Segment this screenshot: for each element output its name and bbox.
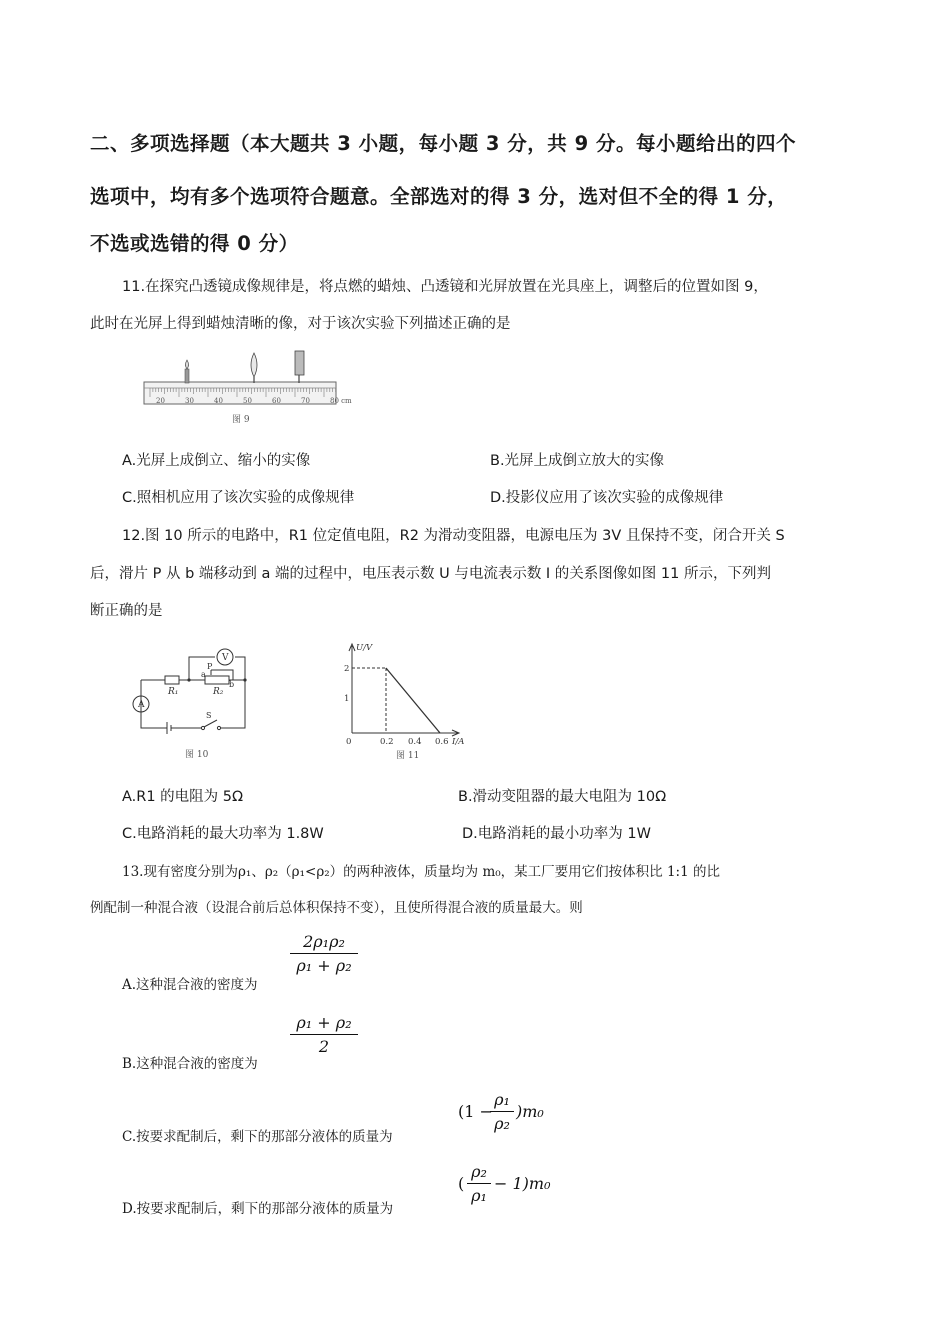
figure-11-graph: [340, 638, 480, 766]
formula-a-numerator: 2ρ₁ρ₂: [303, 932, 345, 951]
q12-option-b: B.滑动变阻器的最大电阻为 10Ω: [458, 789, 667, 805]
q12-stem-line2: 后，滑片 P 从 b 端移动到 a 端的过程中，电压表示数 U 与电流表示数 I 的关系图像如图 11 所示，下列判: [90, 566, 771, 582]
q13-option-c: C.按要求配制后，剩下的那部分液体的质量为: [122, 1129, 393, 1145]
x-tick-0.6: 0.6: [435, 737, 449, 747]
formula-d-suffix: − 1)m₀: [494, 1174, 551, 1193]
origin-label: 0: [346, 737, 352, 747]
ruler-tick-label: 20: [156, 397, 165, 405]
y-axis-label: U/V: [356, 643, 373, 653]
slider-p-label: P: [207, 662, 213, 671]
q11-option-a: A.光屏上成倒立、缩小的实像: [122, 453, 311, 469]
r1-label: R₁: [168, 687, 179, 697]
figure-9-caption: 图 9: [232, 415, 250, 425]
formula-d-fraction: [467, 1162, 491, 1205]
ruler-tick-label: 40: [214, 397, 223, 405]
y-tick-2: 2: [344, 664, 350, 674]
q12-stem-line1: 12.图 10 所示的电路中，R1 位定值电阻，R2 为滑动变阻器，电源电压为 3V 且保持不变，闭合开关 S: [122, 528, 785, 544]
formula-d: [458, 1162, 558, 1212]
q12-option-a: A.R1 的电阻为 5Ω: [122, 789, 244, 805]
formula-d-prefix: (: [458, 1174, 465, 1193]
formula-c-suffix: )m₀: [516, 1102, 544, 1121]
q13-option-a: A.这种混合液的密度为: [122, 977, 258, 993]
x-tick-0.4: 0.4: [408, 737, 422, 747]
ruler-tick-label: 50: [243, 397, 252, 405]
q12-option-c: C.电路消耗的最大功率为 1.8W: [122, 826, 324, 842]
formula-c-denominator: ρ₂: [494, 1114, 510, 1133]
q11-stem-line2: 此时在光屏上得到蜡烛清晰的像，对于该次实验下列描述正确的是: [90, 316, 511, 332]
q13-stem-line2: 例配制一种混合液（设混合前后总体积保持不变），且使所得混合液的质量最大。则: [90, 900, 583, 916]
formula-c-numerator: ρ₁: [494, 1090, 510, 1109]
formula-a-fraction: [290, 932, 358, 975]
q12-option-d: D.电路消耗的最小功率为 1W: [462, 826, 651, 842]
ruler-tick-label: 30: [185, 397, 194, 405]
formula-d-numerator: ρ₂: [471, 1162, 487, 1181]
ruler-tick-label: 80 cm: [330, 397, 352, 405]
q11-option-b: B.光屏上成倒立放大的实像: [490, 453, 665, 469]
q12-stem-line3: 断正确的是: [90, 603, 163, 619]
terminal-b-label: b: [229, 680, 235, 689]
formula-a-bar: [290, 953, 358, 954]
figure-9-optical-bench: [140, 345, 352, 430]
q11-option-c: C.照相机应用了该次实验的成像规律: [122, 490, 355, 506]
formula-d-bar: [467, 1183, 491, 1184]
ammeter-label: A: [138, 700, 145, 710]
q11-stem-line1: 11.在探究凸透镜成像规律是，将点燃的蜡烛、凸透镜和光屏放置在光具座上，调整后的位置如图 9，: [122, 279, 768, 295]
section-heading-line1: 二、多项选择题（本大题共 3 小题，每小题 3 分，共 9 分。每小题给出的四个: [90, 132, 796, 155]
section-heading-line3: 不选或选错的得 0 分）: [90, 232, 299, 255]
formula-b-numerator: ρ₁ + ρ₂: [296, 1013, 352, 1032]
r2-label: R₂: [213, 687, 224, 697]
figure-10-caption: 图 10: [185, 750, 209, 760]
terminal-a-label: a: [201, 670, 206, 679]
q13-option-d: D.按要求配制后，剩下的那部分液体的质量为: [122, 1201, 394, 1217]
formula-b-fraction: [290, 1013, 358, 1056]
q11-option-d: D.投影仪应用了该次实验的成像规律: [490, 490, 724, 506]
formula-c-bar: [490, 1111, 514, 1112]
voltmeter-label: V: [222, 653, 229, 663]
formula-d-denominator: ρ₁: [471, 1186, 487, 1205]
figure-10-circuit: [125, 640, 260, 765]
formula-c-prefix: (1 −: [458, 1102, 493, 1121]
x-tick-0.2: 0.2: [380, 737, 394, 747]
formula-a-denominator: ρ₁ + ρ₂: [296, 956, 352, 975]
x-axis-label: I/A: [452, 737, 465, 747]
ruler-tick-label: 60: [272, 397, 281, 405]
q13-stem-line1: 13.现有密度分别为ρ₁、ρ₂（ρ₁<ρ₂）的两种液体，质量均为 m₀，某工厂要用它们按体积比 1:1 的比: [122, 864, 720, 880]
formula-c: [458, 1090, 558, 1140]
formula-b-denominator: 2: [318, 1037, 330, 1056]
formula-c-fraction: [490, 1090, 514, 1133]
y-tick-1: 1: [344, 694, 350, 704]
ruler-tick-label: 70: [301, 397, 310, 405]
figure-11-caption: 图 11: [396, 751, 420, 761]
section-heading-line2: 选项中，均有多个选项符合题意。全部选对的得 3 分，选对但不全的得 1 分，: [90, 185, 788, 208]
formula-b-bar: [290, 1034, 358, 1035]
switch-s-label: S: [206, 711, 212, 720]
q13-option-b: B.这种混合液的密度为: [122, 1056, 258, 1072]
